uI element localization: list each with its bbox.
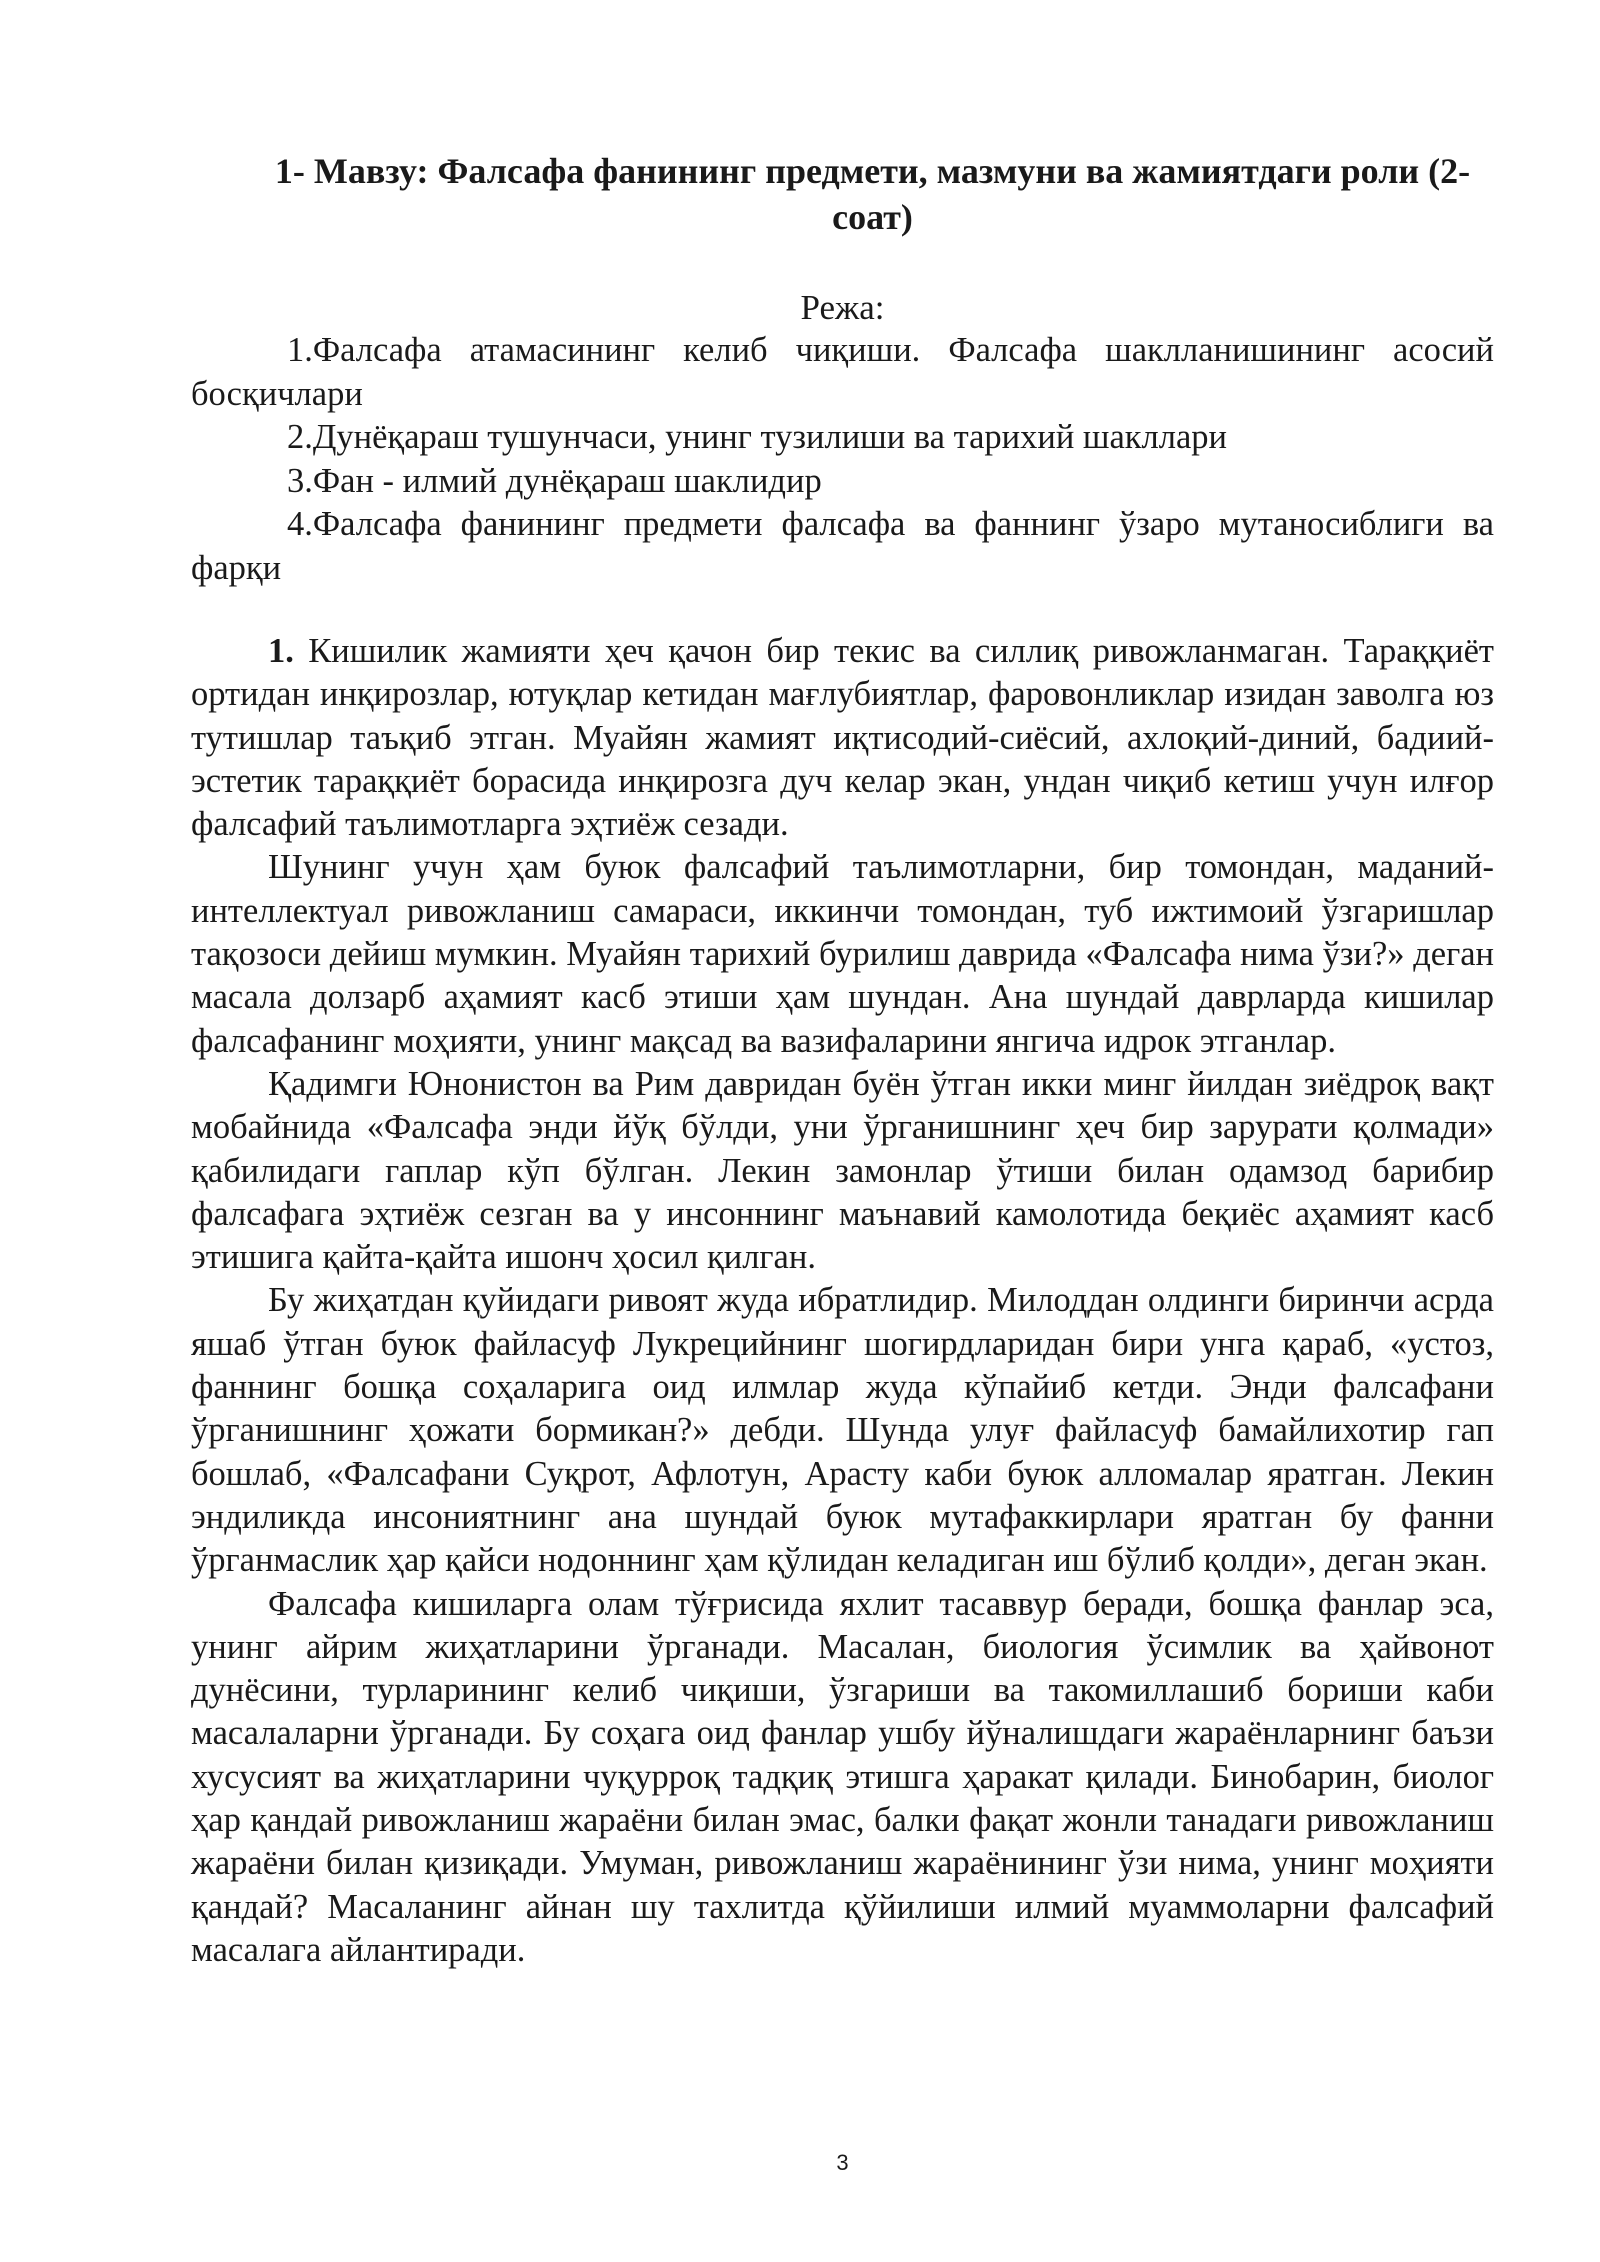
plan-item: 4.Фалсафа фанининг предмети фалсафа ва фаннинг ўзаро мутаносиблиги ва фарқи — [191, 505, 1494, 587]
paragraph — [191, 630, 1494, 846]
section-number: 1. — [268, 632, 294, 670]
paragraph-text: Кишилик жамияти ҳеч қачон бир текис ва силлиқ ривожланмаган. Тараққиёт ортидан инқирозлар, ютуқлар кетидан мағлубиятлар, фаровонликлар изидан заволга юз тутишлар таъқиб этган. Муайян жамият иқтисодий-сиёсий, ахлоқий-диний, бадиий-эстетик тараққиёт борасида инқирозга дуч келар экан, ундан чиқиб кетиш учун илғор фалсафий таълимотларга эҳтиёж сезади. — [191, 632, 1494, 844]
paragraph: Фалсафа кишиларга олам тўғрисида яхлит тасаввур беради, бошқа фанлар эса, унинг айрим жиҳатларини ўрганади. Масалан, биология ўсимлик ва ҳайвонот дунёсини, турларининг келиб чиқиши, ўзгариши ва такомиллашиб бориши каби масалаларни ўрганади. Бу соҳага оид фанлар ушбу йўналишдаги жараёнларнинг баъзи хусусият ва жиҳатларини чуқурроқ тадқиқ этишга ҳаракат қилади. Бинобарин, биолог ҳар қандай ривожланиш жараёни билан эмас, балки фақат жонли танадаги ривожланиш жараёни билан қизиқади. Умуман, ривожланиш жараёнининг ўзи нима, унинг моҳияти қандай? Масаланинг айнан шу тахлитда қўйилиши илмий муаммоларни фалсафий масалага айлантиради. — [191, 1584, 1494, 1969]
document-page — [191, 0, 1494, 2262]
plan-item: 2.Дунёқараш тушунчаси, унинг тузилиши ва тарихий шакллари — [287, 418, 1228, 456]
body-text — [191, 630, 1494, 1972]
page-number: 3 — [836, 2150, 849, 2175]
plan-item: 1.Фалсафа атамасининг келиб чиқиши. Фалсафа шаклланишининг асосий босқичлари — [191, 331, 1494, 413]
paragraph: Бу жиҳатдан қуйидаги ривоят жуда ибратлидир. Милоддан олдинги биринчи асрда яшаб ўтган буюк файласуф Лукрецийнинг шогирдларидан бири унга қараб, «устоз, фаннинг бошқа соҳаларига оид илмлар жуда кўпайиб кетди. Энди фалсафани ўрганишнинг ҳожати бормикан?» дебди. Шунда улуғ файласуф бамайлихотир гап бошлаб, «Фалсафани Суқрот, Афлотун, Арасту каби буюк алломалар яратган. Лекин эндиликда инсониятнинг ана шундай буюк мутафаккирлари яратган бу фанни ўрганмаслик ҳар қайси нодоннинг ҳам қўлидан келадиган иш бўлиб қолди», деган экан. — [191, 1281, 1494, 1580]
plan-heading: Режа: — [800, 288, 885, 327]
plan-list — [191, 329, 1494, 590]
plan-item: 3.Фан - илмий дунёқараш шаклидир — [287, 461, 822, 500]
paragraph: Шунинг учун ҳам буюк фалсафий таълимотларни, бир томондан, маданий-интеллектуал ривожланиш самараси, иккинчи томондан, туб ижтимоий ўзгаришлар тақозоси дейиш мумкин. Муайян тарихий бурилиш даврида «Фалсафа нима ўзи?» деган масала долзарб аҳамият касб этиши ҳам шундан. Ана шундай даврларда кишилар фалсафанинг моҳияти, унинг мақсад ва вазифаларини янгича идрок этганлар. — [191, 848, 1494, 1060]
paragraph: Қадимги Юнонистон ва Рим давридан буён ўтган икки минг йилдан зиёдроқ вақт мобайнида «Фалсафа энди йўқ бўлди, уни ўрганишнинг ҳеч бир зарурати қолмади» қабилидаги гаплар кўп бўлган. Лекин замонлар ўтиши билан одамзод барибир фалсафага эҳтиёж сезган ва у инсоннинг маънавий камолотида беқиёс аҳамият касб этишига қайта-қайта ишонч ҳосил қилган. — [191, 1064, 1494, 1277]
page-title: 1- Мавзу: Фалсафа фанининг предмети, мазмуни ва жамиятдаги роли (2-соат) — [274, 151, 1471, 237]
